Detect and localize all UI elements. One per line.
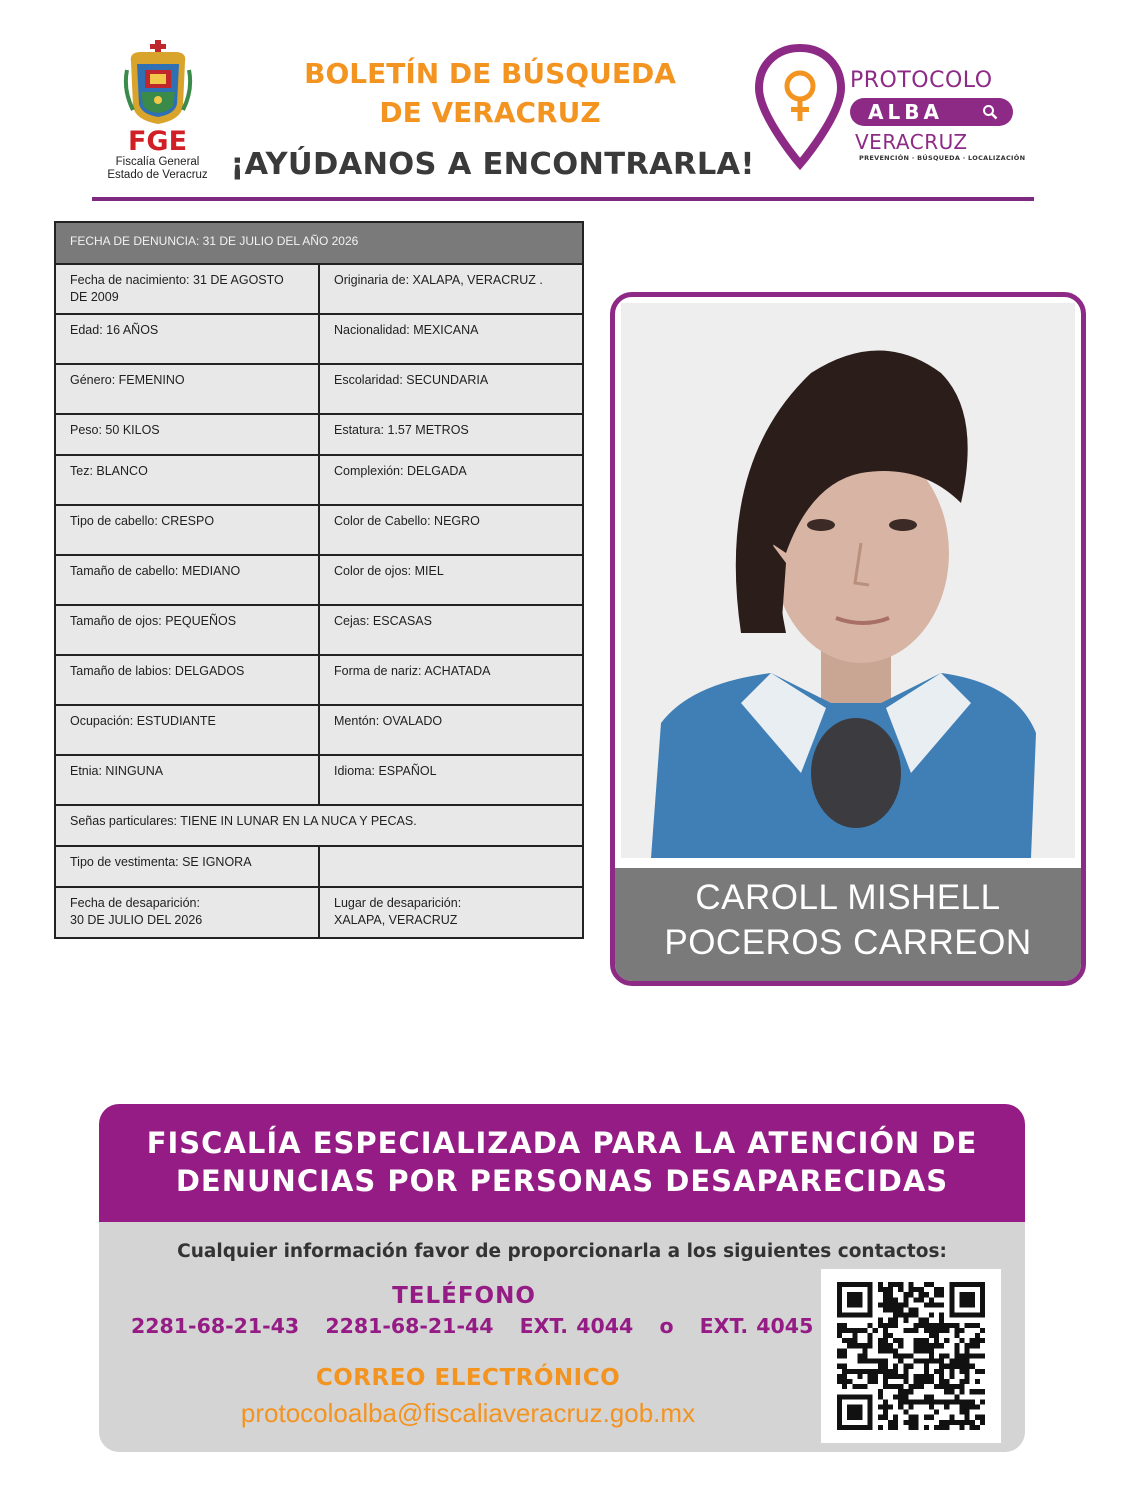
fge-logo: [100, 40, 215, 185]
hair-length-cell: Tamaño de cabello: MEDIANO: [55, 555, 319, 605]
eyebrows-cell: Cejas: ESCASAS: [319, 605, 583, 655]
contact-panel: [99, 1222, 1025, 1452]
phone-number-2[interactable]: 2281-68-21-44: [325, 1314, 494, 1338]
age-cell: Edad: 16 AÑOS: [55, 314, 319, 364]
birth-date-cell: Fecha de nacimiento: 31 DE AGOSTO DE 2009: [55, 264, 319, 314]
disappearance-date-value: 30 DE JULIO DEL 2026: [70, 913, 203, 927]
protocolo-alba-logo: [755, 44, 1025, 172]
table-row: [55, 364, 583, 414]
table-row: [55, 314, 583, 364]
occupation-cell: Ocupación: ESTUDIANTE: [55, 705, 319, 755]
magnifier-icon: [982, 104, 998, 120]
person-name-band: [615, 868, 1081, 986]
weight-cell: Peso: 50 KILOS: [55, 414, 319, 455]
alba-tagline: PREVENCIÓN · BÚSQUEDA · LOCALIZACIÓN: [859, 154, 1026, 162]
qr-code[interactable]: [821, 1269, 1001, 1443]
gender-cell: Género: FEMENINO: [55, 364, 319, 414]
lips-cell: Tamaño de labios: DELGADOS: [55, 655, 319, 705]
height-cell: Estatura: 1.57 METROS: [319, 414, 583, 455]
table-row: [55, 846, 583, 887]
disappearance-date-label: Fecha de desaparición:: [70, 896, 200, 910]
alba-word-veracruz: VERACRUZ: [855, 130, 968, 154]
hair-color-cell: Color de Cabello: NEGRO: [319, 505, 583, 555]
table-row: [55, 222, 583, 264]
empty-cell: [319, 846, 583, 887]
table-row: [55, 505, 583, 555]
phone-number-1[interactable]: 2281-68-21-43: [131, 1314, 300, 1338]
extension-connector: o: [659, 1314, 674, 1338]
agency-line1: FISCALÍA ESPECIALIZADA PARA LA ATENCIÓN DE: [146, 1126, 978, 1160]
person-photo-card: [610, 292, 1086, 986]
fge-name-line2: Estado de Veracruz: [107, 169, 208, 181]
table-row: [55, 414, 583, 455]
table-row: [55, 555, 583, 605]
eye-color-cell: Color de ojos: MIEL: [319, 555, 583, 605]
disappearance-place-label: Lugar de desaparición:: [334, 896, 462, 910]
extension-2: EXT. 4045: [699, 1314, 814, 1338]
bulletin-title-line2: DE VERACRUZ: [379, 96, 601, 129]
portrait-illustration: [621, 303, 1075, 858]
disappearance-place-cell: [319, 887, 583, 938]
table-row: [55, 805, 583, 846]
qr-code-icon: [837, 1281, 985, 1431]
fge-abbreviation: FGE: [127, 126, 188, 157]
agency-banner: [99, 1104, 1025, 1222]
phone-numbers: [131, 1314, 814, 1338]
alba-word-protocolo: PROTOCOLO: [850, 68, 993, 93]
email-link[interactable]: protocoloalba@fiscaliaveracruz.gob.mx: [240, 1398, 696, 1428]
disappearance-place-value: XALAPA, VERACRUZ: [334, 913, 458, 927]
table-row: [55, 887, 583, 938]
table-row: [55, 605, 583, 655]
table-row: [55, 705, 583, 755]
skin-tone-cell: Tez: BLANCO: [55, 455, 319, 505]
contact-intro: Cualquier información favor de proporcionarla a los siguientes contactos:: [177, 1241, 947, 1262]
table-row: [55, 264, 583, 314]
person-name-line2: POCEROS CARREON: [664, 923, 1032, 962]
fge-name-line1: Fiscalía General: [115, 156, 200, 168]
nose-cell: Forma de nariz: ACHATADA: [319, 655, 583, 705]
email-label: CORREO ELECTRÓNICO: [315, 1365, 621, 1391]
hair-type-cell: Tipo de cabello: CRESPO: [55, 505, 319, 555]
alba-pill: [850, 98, 1013, 126]
ethnicity-cell: Etnia: NINGUNA: [55, 755, 319, 805]
header-divider: [92, 197, 1034, 201]
table-row: [55, 655, 583, 705]
help-slogan: ¡AYÚDANOS A ENCONTRARLA!: [230, 147, 755, 182]
bulletin-title: [230, 54, 750, 132]
eye-size-cell: Tamaño de ojos: PEQUEÑOS: [55, 605, 319, 655]
phone-label: TELÉFONO: [392, 1283, 536, 1309]
schooling-cell: Escolaridad: SECUNDARIA: [319, 364, 583, 414]
disappearance-date-cell: [55, 887, 319, 938]
extension-1: EXT. 4044: [519, 1314, 634, 1338]
table-row: [55, 755, 583, 805]
chin-cell: Mentón: OVALADO: [319, 705, 583, 755]
bulletin-title-line1: BOLETÍN DE BÚSQUEDA: [304, 57, 676, 90]
person-photo: [621, 303, 1075, 858]
clothing-cell: Tipo de vestimenta: SE IGNORA: [55, 846, 319, 887]
distinguishing-marks-cell: Señas particulares: TIENE IN LUNAR EN LA NUCA Y PECAS.: [55, 805, 583, 846]
table-row: [55, 455, 583, 505]
missing-person-data-table: [54, 221, 584, 939]
coat-of-arms-icon: [123, 40, 193, 126]
alba-word-alba: ALBA: [868, 100, 943, 124]
location-pin-female-icon: [755, 44, 845, 172]
nationality-cell: Nacionalidad: MEXICANA: [319, 314, 583, 364]
build-cell: Complexión: DELGADA: [319, 455, 583, 505]
origin-cell: Originaria de: XALAPA, VERACRUZ .: [319, 264, 583, 314]
agency-line2: DENUNCIAS POR PERSONAS DESAPARECIDAS: [175, 1164, 949, 1198]
person-name-line1: CAROLL MISHELL: [695, 878, 1001, 917]
report-date-cell: FECHA DE DENUNCIA: 31 DE JULIO DEL AÑO 2026: [55, 222, 583, 264]
language-cell: Idioma: ESPAÑOL: [319, 755, 583, 805]
